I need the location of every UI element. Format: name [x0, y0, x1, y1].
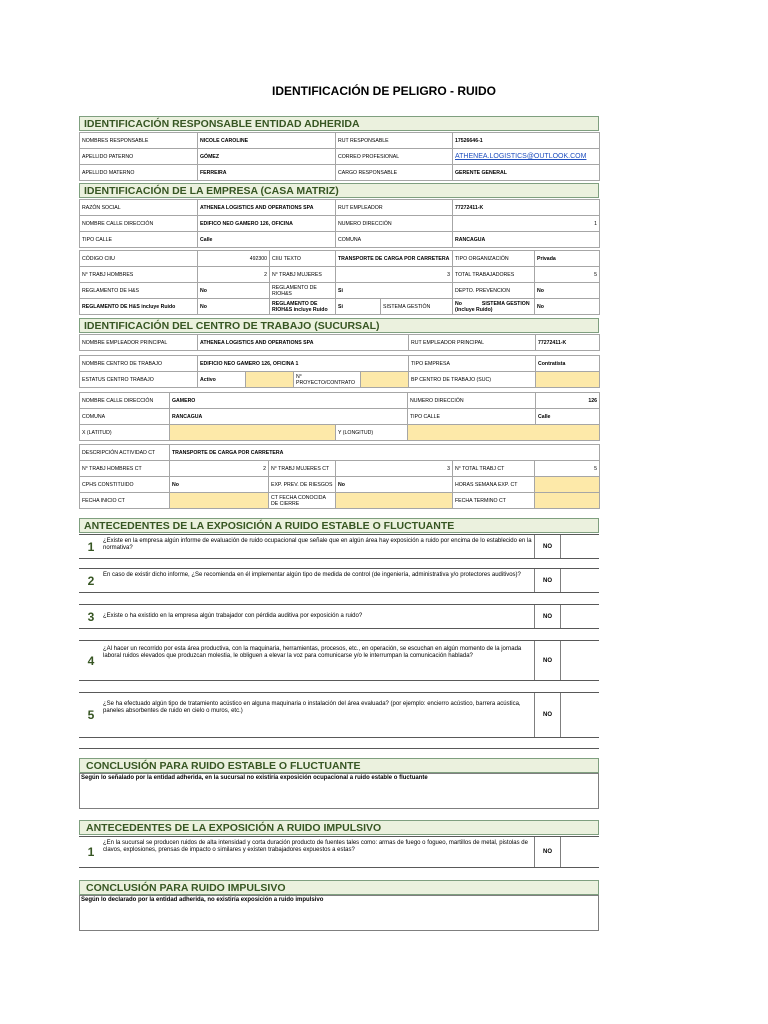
question-row: [79, 692, 599, 738]
question-row: [79, 640, 599, 681]
question-row: [79, 604, 599, 629]
section-header-centro-trabajo: IDENTIFICACIÓN DEL CENTRO DE TRABAJO (SUCURSAL): [79, 318, 599, 333]
label-tipo-calle: TIPO CALLE: [80, 232, 198, 248]
label-nombre-centro: NOMBRE CENTRO DE TRABAJO: [80, 356, 198, 372]
label-cargo: CARGO RESPONSABLE: [336, 165, 453, 181]
value-calle-direccion: EDIFICO NEO GAMERO 126, OFICINA: [198, 216, 336, 232]
answer-extra: [560, 535, 599, 558]
value-reglamento-riohs: Si: [336, 283, 453, 299]
label-bp-centro: BP CENTRO DE TRABAJO (SUC): [409, 372, 536, 388]
label-reglamento-riohs-ruido: REGLAMENTO DE RIOH&S incluye Ruido: [270, 299, 336, 315]
empty-cell: [535, 493, 600, 509]
section-header-ruido-estable: ANTECEDENTES DE LA EXPOSICIÓN A RUIDO ESTABLE O FLUCTUANTE: [79, 518, 599, 533]
label-trabj-mujeres-ct: N° TRABJ MUJERES CT: [269, 461, 336, 477]
value-razon-social: ATHENEA LOGISTICS AND OPERATIONS SPA: [198, 200, 336, 216]
value-apellido-paterno: GÓMEZ: [198, 149, 336, 165]
question-text: ¿Se ha efectuado algún tipo de tratamiento acústico en alguna maquinaria o instalación del área evaluada? (por ejemplo: encierro acústico, barrera acústica, paneles absorbentes de ruido en cielo o muros, etc.): [103, 701, 521, 715]
section-header-conclusion-impulsivo: CONCLUSIÓN PARA RUIDO IMPULSIVO: [79, 880, 599, 895]
value-apellido-materno: FERREIRA: [198, 165, 336, 181]
label-reglamento-hs-ruido: REGLAMENTO DE H&S incluye Ruido: [80, 299, 198, 315]
question-number: 3: [87, 610, 95, 624]
answer-extra: [560, 605, 599, 628]
value-nombres: NICOLE CAROLINE: [198, 133, 336, 149]
value-exp-prev: No: [336, 477, 453, 493]
centro-direccion-table: [79, 392, 600, 441]
label-comuna: COMUNA: [336, 232, 453, 248]
centro-actividad-table: [79, 444, 600, 461]
value-rut-empleador-principal: 77272411-K: [536, 335, 600, 351]
label-empleador-principal: NOMBRE EMPLEADOR PRINCIPAL: [80, 335, 198, 351]
value-trabj-hombres: 2: [198, 267, 270, 283]
value-descripcion-actividad: TRANSPORTE DE CARGA POR CARRETERA: [170, 445, 600, 461]
value-cphs: No: [170, 477, 269, 493]
question-row: [79, 568, 599, 593]
empresa-detail-table: [79, 250, 600, 315]
value-reglamento-hs: No: [198, 283, 270, 299]
empty-cell: [535, 477, 600, 493]
label-fecha-termino: FECHA TERMINO CT: [453, 493, 535, 509]
value-nombre-centro: EDIFICIO NEO GAMERO 126, OFICINA 1: [198, 356, 409, 372]
empty-cell: [170, 425, 336, 441]
answer-extra: [560, 837, 599, 867]
label-total-trabj-ct: N° TOTAL TRABJ CT: [453, 461, 535, 477]
responsable-table: [79, 132, 600, 181]
label-numero-direccion: NUMERO DIRECCIÓN: [336, 216, 453, 232]
label-rut-responsable: RUT RESPONSABLE: [336, 133, 453, 149]
divider: [79, 748, 599, 749]
question-number: 1: [87, 540, 95, 554]
email-link[interactable]: ATHENEA.LOGISTICS@OUTLOOK.COM: [455, 152, 587, 160]
empty-cell: [336, 493, 453, 509]
label-correo: CORREO PROFESIONAL: [336, 149, 453, 165]
value-cargo: GERENTE GENERAL: [453, 165, 600, 181]
value-numero-direccion: 1: [453, 216, 600, 232]
value-reglamento-hs-ruido: No: [198, 299, 270, 315]
question-text: ¿Existe en la empresa algún informe de evaluación de ruido ocupacional que señale que en algún área hay exposición a ruido por encima de lo establecido en la normativa?: [103, 538, 532, 552]
label-calle-direccion-ct: NOMBRE CALLE DIRECCIÓN: [80, 393, 170, 409]
label-reglamento-hs: REGLAMENTO DE H&S: [80, 283, 198, 299]
label-trabj-hombres-ct: N° TRABJ HOMBRES CT: [80, 461, 170, 477]
label-ciiu-texto: CIIU TEXTO: [270, 251, 336, 267]
label-numero-direccion-ct: NUMERO DIRECCIÓN: [408, 393, 536, 409]
label-estatus-centro: ESTATUS CENTRO TRABAJO: [80, 372, 198, 388]
answer-extra: [560, 693, 599, 737]
question-number: 5: [87, 708, 95, 722]
conclusion-estable-text: Según lo señalado por la entidad adherida, en la sucursal no existiría exposición ocupacional a ruido estable o fluctuante: [79, 773, 599, 809]
value-estatus-centro: Activo: [198, 372, 246, 388]
value-numero-direccion-ct: 126: [536, 393, 600, 409]
value-sistema-gestion-ruido: No: [535, 299, 600, 315]
value-total-trabj-ct: 5: [535, 461, 600, 477]
empty-cell: [246, 372, 294, 388]
question-number: 2: [87, 574, 95, 588]
question-number: 4: [87, 654, 95, 668]
label-fecha-inicio: FECHA INICIO CT: [80, 493, 170, 509]
question-text: En caso de existir dicho informe, ¿Se recomienda en él implementar algún tipo de medida de control (de ingeniería, administrativa y/o protectores auditivos)?: [103, 572, 521, 578]
value-reglamento-riohs-ruido: Si: [336, 299, 381, 315]
value-codigo-ciiu: 492300: [198, 251, 270, 267]
label-proyecto-contrato: N° PROYECTO/CONTRATO: [294, 372, 361, 388]
value-trabj-mujeres: 3: [336, 267, 453, 283]
label-horas-semana: HORAS SEMANA EXP. CT: [453, 477, 535, 493]
empty-cell: [536, 372, 600, 388]
question-row: [79, 836, 599, 868]
value-depto-prevencion: No: [535, 283, 600, 299]
value-rut-responsable: 17526646-1: [453, 133, 600, 149]
centro-trabajadores-table: [79, 460, 600, 509]
question-answer[interactable]: NO: [534, 641, 561, 680]
empty-cell: [361, 372, 409, 388]
label-apellido-materno: APELLIDO MATERNO: [80, 165, 198, 181]
label-reglamento-riohs: REGLAMENTO DE RIOH&S: [270, 283, 336, 299]
conclusion-impulsivo-text: Según lo declarado por la entidad adherida, no existiría exposición a ruido impulsivo: [79, 895, 599, 931]
question-row: [79, 534, 599, 559]
page-title: IDENTIFICACIÓN DE PELIGRO - RUIDO: [271, 84, 496, 98]
label-longitud: Y (LONGITUD): [336, 425, 408, 441]
label-nombres: NOMBRES RESPONSABLE: [80, 133, 198, 149]
label-tipo-calle-ct: TIPO CALLE: [408, 409, 536, 425]
label-depto-prevencion: DEPTO. PREVENCION: [453, 283, 535, 299]
centro-trabajo-table: [79, 355, 600, 388]
answer-extra: [560, 569, 599, 592]
label-rut-empleador: RUT EMPLEADOR: [336, 200, 453, 216]
value-tipo-calle-ct: Calle: [536, 409, 600, 425]
value-sistema-gestion: No SISTEMA GESTION (incluye Ruido): [453, 299, 535, 315]
value-empleador-principal: ATHENEA LOGISTICS AND OPERATIONS SPA: [198, 335, 409, 351]
label-latitud: X (LATITUD): [80, 425, 170, 441]
centro-empleador-table: [79, 334, 600, 351]
section-header-ruido-impulsivo: ANTECEDENTES DE LA EXPOSICIÓN A RUIDO IMPULSIVO: [79, 820, 599, 835]
label-tipo-empresa: TIPO EMPRESA: [409, 356, 536, 372]
value-calle-direccion-ct: GAMERO: [170, 393, 408, 409]
label-trabj-mujeres: N° TRABJ MUJERES: [270, 267, 336, 283]
question-number: 1: [87, 845, 95, 859]
label-rut-empleador-principal: RUT EMPLEADOR PRINCIPAL: [409, 335, 536, 351]
value-trabj-mujeres-ct: 3: [336, 461, 453, 477]
question-answer[interactable]: NO: [534, 693, 561, 737]
value-comuna: RANCAGUA: [453, 232, 600, 248]
empty-cell: [408, 425, 600, 441]
label-comuna-ct: COMUNA: [80, 409, 170, 425]
value-tipo-organizacion: Privada: [535, 251, 600, 267]
label-exp-prev: EXP. PREV. DE RIESGOS: [269, 477, 336, 493]
question-answer[interactable]: NO: [534, 605, 561, 628]
value-comuna-ct: RANCAGUA: [170, 409, 408, 425]
label-codigo-ciiu: CÓDIGO CIIU: [80, 251, 198, 267]
label-descripcion-actividad: DESCRIPCIÓN ACTIVIDAD CT: [80, 445, 170, 461]
value-ciiu-texto: TRANSPORTE DE CARGA POR CARRETERA: [336, 251, 453, 267]
label-cphs: CPHS CONSTITUIDO: [80, 477, 170, 493]
empresa-table: [79, 199, 600, 248]
label-sistema-gestion: SISTEMA GESTIÓN: [381, 299, 453, 315]
label-fecha-cierre: CT FECHA CONOCIDA DE CIERRE: [269, 493, 336, 509]
value-tipo-empresa: Contratista: [536, 356, 600, 372]
section-header-responsable: IDENTIFICACIÓN RESPONSABLE ENTIDAD ADHERIDA: [79, 116, 599, 131]
label-tipo-organizacion: TIPO ORGANIZACIÓN: [453, 251, 535, 267]
question-text: ¿Existe o ha existido en la empresa algún trabajador con pérdida auditiva por exposición a ruido?: [103, 613, 363, 619]
label-calle-direccion: NOMBRE CALLE DIRECCIÓN: [80, 216, 198, 232]
value-rut-empleador: 77272411-K: [453, 200, 600, 216]
question-answer[interactable]: NO: [534, 837, 561, 867]
value-tipo-calle: Calle: [198, 232, 336, 248]
value-total-trabajadores: 5: [535, 267, 600, 283]
value-trabj-hombres-ct: 2: [170, 461, 269, 477]
label-trabj-hombres: N° TRABJ HOMBRES: [80, 267, 198, 283]
section-header-empresa: IDENTIFICACIÓN DE LA EMPRESA (CASA MATRIZ): [79, 183, 599, 198]
question-answer[interactable]: NO: [534, 535, 561, 558]
empty-cell: [170, 493, 269, 509]
question-answer[interactable]: NO: [534, 569, 561, 592]
section-header-conclusion-estable: CONCLUSIÓN PARA RUIDO ESTABLE O FLUCTUANTE: [79, 758, 599, 773]
label-apellido-paterno: APELLIDO PATERNO: [80, 149, 198, 165]
question-text: ¿Al hacer un recorrido por esta área productiva, con la maquinaria, herramientas, procesos, etc., en operación, se escuchan en algún momento de la jornada laboral ruidos elevados que produzcan molestia, le obliguen a elevar la voz para comunicarse y/o le interrumpan la comunicación hablada?: [103, 646, 522, 660]
answer-extra: [560, 641, 599, 680]
label-total-trabajadores: TOTAL TRABAJADORES: [453, 267, 535, 283]
question-text: ¿En la sucursal se producen ruidos de alta intensidad y corta duración producto de fuentes tales como: armas de fuego o fogueo, martillos de metal, pistolas de clavos, explosiones, prensas de impacto o similares y existen trabajadores expuestos a estas?: [103, 840, 528, 854]
label-razon-social: RAZÓN SOCIAL: [80, 200, 198, 216]
